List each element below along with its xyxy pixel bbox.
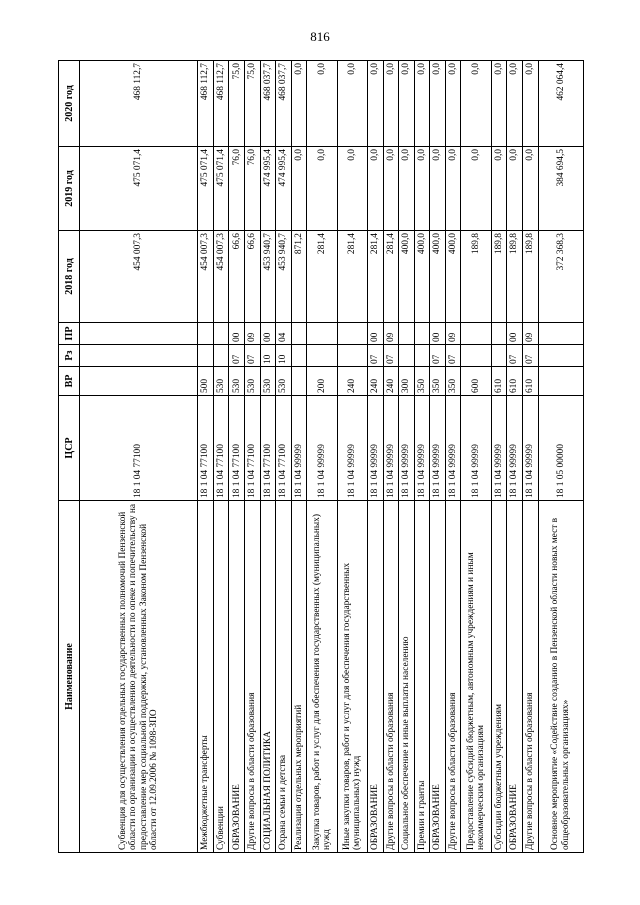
cell-y2019: 0,0 <box>507 147 523 231</box>
cell-pr <box>399 323 415 345</box>
cell-y2019: 0,0 <box>522 147 538 231</box>
cell-csr: 18 1 04 99999 <box>522 396 538 501</box>
table-row <box>367 61 383 853</box>
cell-vr: 530 <box>260 367 276 396</box>
cell-rz <box>337 345 367 367</box>
cell-vr: 610 <box>491 367 507 396</box>
cell-y2019: 0,0 <box>367 147 383 231</box>
cell-pr <box>337 323 367 345</box>
cell-vr: 530 <box>213 367 229 396</box>
cell-name: Иные закупки товаров, работ и услуг для обеспечения государственных (муниципальных) нужд <box>337 501 367 853</box>
cell-y2018: 454 007,3 <box>80 231 198 323</box>
cell-name: ОБРАЗОВАНИЕ <box>430 501 446 853</box>
cell-y2018: 453 940,7 <box>276 231 292 323</box>
cell-pr <box>291 323 307 345</box>
table-row <box>522 61 538 853</box>
cell-vr: 530 <box>245 367 261 396</box>
cell-y2020: 75,0 <box>229 61 245 147</box>
cell-rz <box>213 345 229 367</box>
cell-y2019: 0,0 <box>491 147 507 231</box>
header-pr: ПР <box>59 323 80 345</box>
cell-pr: 04 <box>276 323 292 345</box>
cell-y2019: 0,0 <box>461 147 491 231</box>
cell-y2018: 372 368,3 <box>538 231 584 323</box>
cell-y2020: 0,0 <box>522 61 538 147</box>
cell-vr: 350 <box>414 367 430 396</box>
cell-vr: 240 <box>337 367 367 396</box>
header-csr: ЦСР <box>59 396 80 501</box>
cell-rz: 07 <box>507 345 523 367</box>
cell-csr: 18 1 04 99999 <box>307 396 337 501</box>
cell-vr: 200 <box>307 367 337 396</box>
cell-csr: 18 1 04 99999 <box>461 396 491 501</box>
cell-csr: 18 1 04 99999 <box>383 396 399 501</box>
cell-y2020: 468 112,7 <box>213 61 229 147</box>
cell-csr: 18 1 04 99999 <box>414 396 430 501</box>
cell-rz <box>307 345 337 367</box>
cell-y2019: 475 071,4 <box>80 147 198 231</box>
cell-rz: 07 <box>430 345 446 367</box>
cell-pr <box>538 323 584 345</box>
cell-pr <box>80 323 198 345</box>
cell-rz <box>538 345 584 367</box>
cell-pr: 09 <box>522 323 538 345</box>
cell-name: Межбюджетные трансферты <box>198 501 214 853</box>
cell-vr: 600 <box>461 367 491 396</box>
cell-vr: 530 <box>229 367 245 396</box>
cell-y2018: 400,0 <box>414 231 430 323</box>
cell-y2020: 0,0 <box>491 61 507 147</box>
cell-rz <box>291 345 307 367</box>
cell-vr: 500 <box>198 367 214 396</box>
table-row <box>291 61 307 853</box>
table-row <box>260 61 276 853</box>
cell-y2020: 0,0 <box>291 61 307 147</box>
cell-name: ОБРАЗОВАНИЕ <box>507 501 523 853</box>
cell-y2018: 454 007,3 <box>213 231 229 323</box>
cell-y2019: 474 995,4 <box>260 147 276 231</box>
cell-y2020: 0,0 <box>445 61 461 147</box>
cell-y2020: 462 064,4 <box>538 61 584 147</box>
cell-name: Реализация отдельных мероприятий <box>291 501 307 853</box>
cell-pr: 00 <box>367 323 383 345</box>
header-vr: ВР <box>59 367 80 396</box>
cell-rz: 07 <box>383 345 399 367</box>
cell-y2020: 0,0 <box>399 61 415 147</box>
cell-name: Другие вопросы в области образования <box>383 501 399 853</box>
cell-pr: 00 <box>430 323 446 345</box>
cell-name: Другие вопросы в области образования <box>522 501 538 853</box>
cell-y2019: 0,0 <box>430 147 446 231</box>
table-row <box>461 61 491 853</box>
cell-rz <box>414 345 430 367</box>
cell-rz <box>80 345 198 367</box>
cell-csr: 18 1 04 77100 <box>245 396 261 501</box>
cell-y2020: 0,0 <box>367 61 383 147</box>
cell-csr: 18 1 04 99999 <box>337 396 367 501</box>
table-row <box>445 61 461 853</box>
cell-y2019: 0,0 <box>307 147 337 231</box>
cell-pr <box>213 323 229 345</box>
cell-y2020: 468 037,7 <box>276 61 292 147</box>
cell-y2018: 400,0 <box>399 231 415 323</box>
cell-y2018: 281,4 <box>337 231 367 323</box>
cell-csr: 18 1 04 99999 <box>491 396 507 501</box>
cell-name: Премии и гранты <box>414 501 430 853</box>
cell-y2020: 468 112,7 <box>80 61 198 147</box>
cell-rz <box>399 345 415 367</box>
cell-y2020: 0,0 <box>337 61 367 147</box>
cell-vr: 350 <box>445 367 461 396</box>
cell-name: Предоставление субсидий бюджетным, автономным учреждениям и иным некоммерческим организациям <box>461 501 491 853</box>
cell-pr: 09 <box>245 323 261 345</box>
cell-name: Социальное обеспечение и иные выплаты населению <box>399 501 415 853</box>
cell-vr <box>538 367 584 396</box>
cell-y2020: 75,0 <box>245 61 261 147</box>
table-row <box>213 61 229 853</box>
cell-vr: 530 <box>276 367 292 396</box>
cell-csr: 18 1 04 99999 <box>291 396 307 501</box>
cell-y2019: 0,0 <box>399 147 415 231</box>
cell-vr: 240 <box>367 367 383 396</box>
cell-csr: 18 1 04 77100 <box>198 396 214 501</box>
cell-y2019: 474 995,4 <box>276 147 292 231</box>
header-2018: 2018 год <box>59 231 80 323</box>
cell-y2018: 454 007,3 <box>198 231 214 323</box>
cell-pr <box>414 323 430 345</box>
cell-csr: 18 1 04 99999 <box>367 396 383 501</box>
cell-pr: 00 <box>260 323 276 345</box>
cell-csr: 18 1 04 77100 <box>276 396 292 501</box>
cell-pr <box>198 323 214 345</box>
cell-y2018: 189,8 <box>522 231 538 323</box>
cell-name: СОЦИАЛЬНАЯ ПОЛИТИКА <box>260 501 276 853</box>
cell-rz: 07 <box>367 345 383 367</box>
cell-y2018: 66,6 <box>229 231 245 323</box>
cell-csr: 18 1 05 00000 <box>538 396 584 501</box>
cell-y2019: 0,0 <box>291 147 307 231</box>
cell-pr: 00 <box>507 323 523 345</box>
cell-name: Основное мероприятие «Содействие созданию в Пензенской области новых мест в общеобразовательных организациях» <box>538 501 584 853</box>
cell-y2018: 189,8 <box>507 231 523 323</box>
budget-table <box>58 60 584 853</box>
cell-rz <box>491 345 507 367</box>
cell-y2019: 76,0 <box>245 147 261 231</box>
cell-name: Другие вопросы в области образования <box>445 501 461 853</box>
cell-y2019: 0,0 <box>414 147 430 231</box>
cell-name: Охрана семьи и детства <box>276 501 292 853</box>
cell-rz: 07 <box>445 345 461 367</box>
cell-rz <box>461 345 491 367</box>
cell-y2019: 0,0 <box>337 147 367 231</box>
cell-y2018: 66,6 <box>245 231 261 323</box>
rotated-table-container <box>58 61 584 853</box>
cell-y2019: 0,0 <box>383 147 399 231</box>
cell-vr: 610 <box>522 367 538 396</box>
cell-csr: 18 1 04 77100 <box>80 396 198 501</box>
cell-y2019: 0,0 <box>445 147 461 231</box>
cell-name: Закупка товаров, работ и услуг для обеспечения государственных (муниципальных) нужд <box>307 501 337 853</box>
cell-y2018: 453 940,7 <box>260 231 276 323</box>
table-row <box>491 61 507 853</box>
cell-y2020: 0,0 <box>383 61 399 147</box>
cell-y2020: 0,0 <box>414 61 430 147</box>
header-2019: 2019 год <box>59 147 80 231</box>
table-header-row <box>59 61 80 853</box>
cell-y2018: 400,0 <box>445 231 461 323</box>
cell-y2020: 0,0 <box>507 61 523 147</box>
cell-rz: 10 <box>260 345 276 367</box>
cell-vr: 240 <box>383 367 399 396</box>
table-row <box>399 61 415 853</box>
table-row <box>276 61 292 853</box>
cell-csr: 18 1 04 99999 <box>430 396 446 501</box>
cell-y2019: 475 071,4 <box>198 147 214 231</box>
cell-y2018: 871,2 <box>291 231 307 323</box>
page-number: 816 <box>310 29 330 44</box>
cell-name: Другие вопросы в области образования <box>245 501 261 853</box>
cell-csr: 18 1 04 99999 <box>399 396 415 501</box>
cell-vr: 610 <box>507 367 523 396</box>
cell-name: ОБРАЗОВАНИЕ <box>367 501 383 853</box>
table-row <box>307 61 337 853</box>
cell-y2019: 76,0 <box>229 147 245 231</box>
cell-rz: 10 <box>276 345 292 367</box>
table-row <box>383 61 399 853</box>
cell-y2020: 0,0 <box>430 61 446 147</box>
table-row <box>430 61 446 853</box>
cell-csr: 18 1 04 77100 <box>260 396 276 501</box>
cell-rz: 07 <box>229 345 245 367</box>
header-name: Наименование <box>59 501 80 853</box>
cell-vr: 350 <box>430 367 446 396</box>
cell-name: Субсидии бюджетным учреждениям <box>491 501 507 853</box>
header-rz: Рз <box>59 345 80 367</box>
cell-pr <box>307 323 337 345</box>
cell-y2018: 189,8 <box>491 231 507 323</box>
table-row <box>538 61 584 853</box>
cell-y2018: 189,8 <box>461 231 491 323</box>
cell-y2018: 400,0 <box>430 231 446 323</box>
cell-pr <box>491 323 507 345</box>
table-row <box>507 61 523 853</box>
cell-name: ОБРАЗОВАНИЕ <box>229 501 245 853</box>
header-2020: 2020 год <box>59 61 80 147</box>
cell-rz <box>198 345 214 367</box>
cell-csr: 18 1 04 99999 <box>507 396 523 501</box>
cell-rz: 07 <box>522 345 538 367</box>
table-row <box>198 61 214 853</box>
cell-name: Субвенция для осуществления отдельных государственных полномочий Пензенской области по организации и осуществлению деятельности по опеке и попечительству на предоставление мер социальной поддержки, установленных Законом Пензенской области от 12.09.2006 № 1098-ЗПО <box>80 501 198 853</box>
cell-y2019: 475 071,4 <box>213 147 229 231</box>
table-row <box>245 61 261 853</box>
cell-y2020: 0,0 <box>307 61 337 147</box>
cell-y2020: 0,0 <box>461 61 491 147</box>
cell-pr: 09 <box>383 323 399 345</box>
cell-pr: 09 <box>445 323 461 345</box>
cell-csr: 18 1 04 99999 <box>445 396 461 501</box>
cell-y2018: 281,4 <box>307 231 337 323</box>
cell-pr <box>461 323 491 345</box>
cell-name: Субвенции <box>213 501 229 853</box>
cell-vr <box>291 367 307 396</box>
cell-y2018: 281,4 <box>367 231 383 323</box>
cell-rz: 07 <box>245 345 261 367</box>
cell-y2019: 384 694,5 <box>538 147 584 231</box>
table-row <box>414 61 430 853</box>
table-row <box>229 61 245 853</box>
cell-pr: 00 <box>229 323 245 345</box>
cell-y2020: 468 037,7 <box>260 61 276 147</box>
cell-csr: 18 1 04 77100 <box>229 396 245 501</box>
cell-csr: 18 1 04 77100 <box>213 396 229 501</box>
table-row <box>80 61 198 853</box>
table-row <box>337 61 367 853</box>
table-body <box>80 61 584 853</box>
cell-y2020: 468 112,7 <box>198 61 214 147</box>
cell-vr <box>80 367 198 396</box>
cell-y2018: 281,4 <box>383 231 399 323</box>
cell-vr: 300 <box>399 367 415 396</box>
